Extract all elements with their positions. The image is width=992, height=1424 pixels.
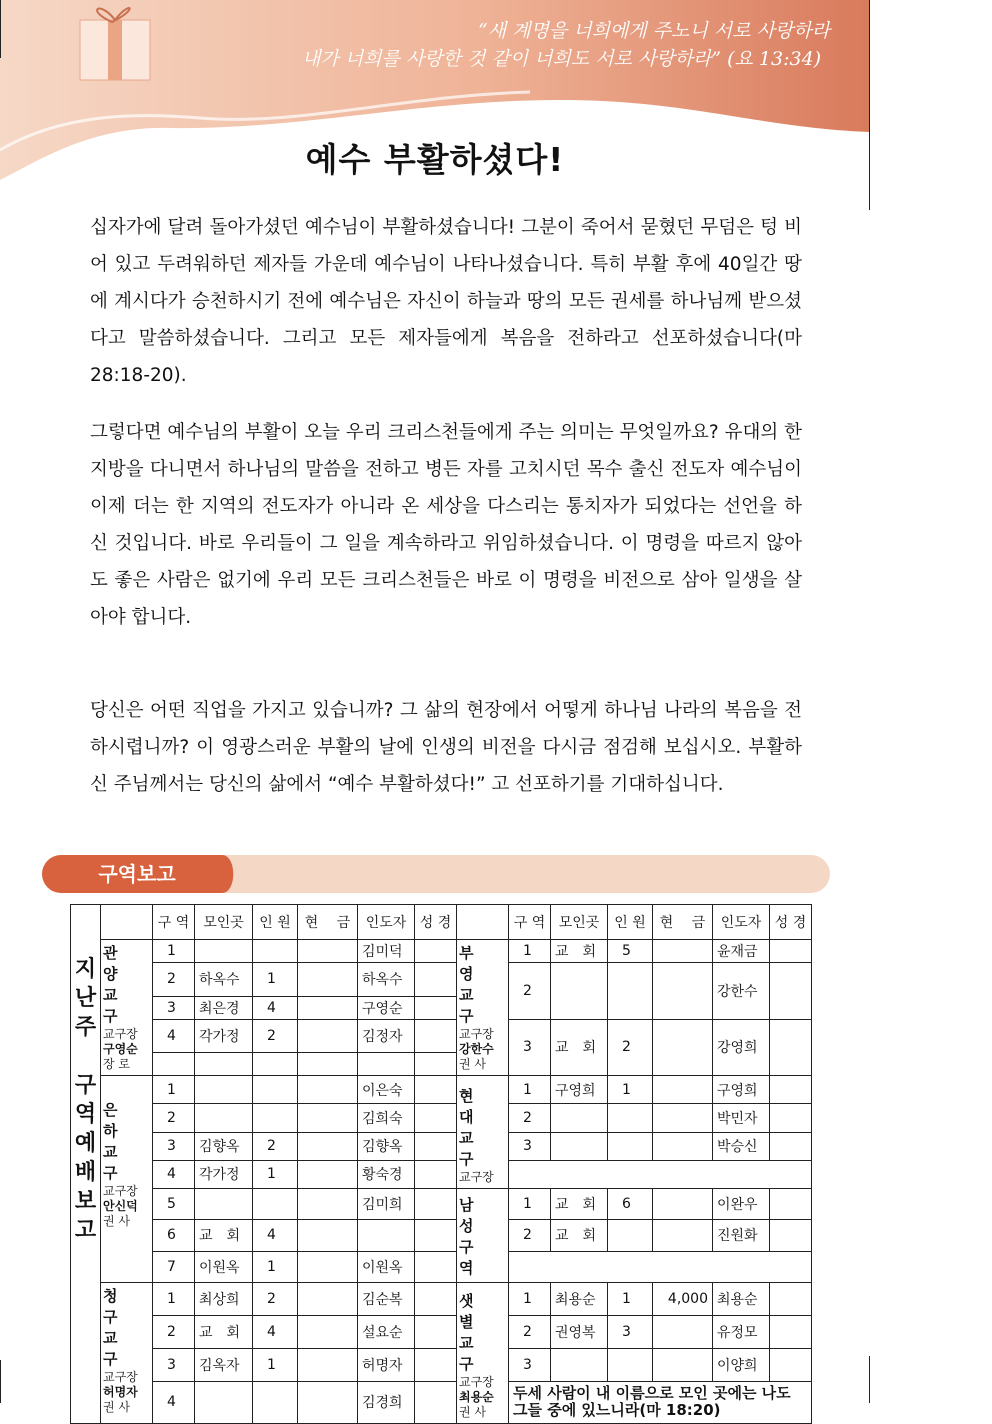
header-bible: 성 경: [770, 905, 812, 940]
table-row: 4 각가정 1 황숙경: [71, 1160, 812, 1188]
table-row: 3 최은경 4 구영순: [71, 996, 812, 1019]
footer-bible-verse: 두세 사람이 내 이름으로 모인 곳에는 나도 그들 중에 있느니라(마 18:20): [509, 1381, 812, 1423]
header-place: 모인곳: [551, 905, 608, 940]
header-count: 인 원: [608, 905, 653, 940]
table-row: 3 김향옥 2 김향옥 3 박승신: [71, 1132, 812, 1160]
group-label-namseong: 남 성 구 역: [457, 1189, 509, 1283]
header-district-no: 구 역: [153, 905, 195, 940]
table-row: 3 김옥자 1 허명자 3 이양희: [71, 1348, 812, 1381]
header-offering: 현 금: [298, 905, 358, 940]
bible-verse-line-2: 내가 너희를 사랑한 것 같이 너희도 서로 사랑하라” (요 13:34): [302, 48, 822, 70]
header-leader: 인도자: [713, 905, 770, 940]
table-header-row: [71, 905, 812, 940]
bible-verse-line-1: “새 계명을 너희에게 주노니 서로 사랑하라: [478, 20, 830, 42]
table-row: 은 하 교 구 교구장 안신덕 권 사 1 이은숙 현 대 교 구 교구장 1 구영희 1 구영희: [71, 1076, 812, 1104]
group-label-cheonggu: 청 구 교 구 교구장 허명자 권 사: [101, 1283, 153, 1424]
header-bible: 성 경: [415, 905, 457, 940]
table-row: 4 각가정 2 김정자 3 교 회 2 강영희: [71, 1019, 812, 1053]
article-paragraph-1: 십자가에 달려 돌아가셨던 예수님이 부활하셨습니다! 그분이 죽어서 묻혔던 무덤은 텅 비어 있고 두려워하던 제자들 가운데 예수님이 나타나셨습니다. 특히 부활 후에 40일간 땅에 계시다가 승천하시기 전에 예수님은 자신이 하늘과 땅의 모든 권세를 하나님께 받으셨다고 말씀하셨습니다. 그리고 모든 제자들에게 복음을 전하라고 선포하셨습니다(마 28:18-20).: [90, 217, 802, 386]
table-row: 청 구 교 구 교구장 허명자 권 사 1 최상희 2 김순복 샛 별 교 구 교구장 최용순 권 사 1 최용순 1 4,000 최용순: [71, 1283, 812, 1316]
header-offering: 현 금: [653, 905, 713, 940]
table-row: 4 김경희 두세 사람이 내 이름으로 모인 곳에는 나도 그들 중에 있느니라(마 18:20): [71, 1381, 812, 1423]
group-label-hyundae: 현 대 교 구 교구장: [457, 1076, 509, 1189]
table-row: 2 교 회 4 설요순 2 권영복 3 유정모: [71, 1315, 812, 1348]
header-district-no: 구 역: [509, 905, 551, 940]
header-leader: 인도자: [358, 905, 415, 940]
table-row: 7 이원옥 1 이원옥: [71, 1251, 812, 1282]
table-row: 6 교 회 4 2 교 회 진원화: [71, 1220, 812, 1251]
group-label-gwanyang: 관 양 교 구 교구장 구영순 장 로: [101, 940, 153, 1076]
article-paragraph-2: 그렇다면 예수님의 부활이 오늘 우리 크리스천들에게 주는 의미는 무엇일까요? 유대의 한 지방을 다니면서 하나님의 말씀을 전하고 병든 자를 고치시던 목수 출신 전도자 예수님이 이제 더는 한 지역의 전도자가 아니라 온 세상을 다스리는 통치자가 되었다는 선언을 하신 것입니다. 바로 우리들이 그 일을 계속하라고 위임하셨습니다. 이 명령을 따르지 않아도 좋은 사람은 없기에 우리 모든 크리스천들은 바로 이 명령을 비전으로 삼아 일생을 살아야 합니다.: [90, 422, 802, 628]
section-title-district-report: 구역보고: [98, 862, 176, 886]
group-label-buyeong: 부 영 교 구 교구장 강한수 권 사: [457, 940, 509, 1076]
table-row: 2 하옥수 1 하옥수 2 강한수: [71, 963, 812, 997]
header-place: 모인곳: [195, 905, 253, 940]
page-border-left-bottom: [0, 1360, 1, 1403]
article-title: 예수 부활하셨다!: [305, 140, 565, 179]
group-label-saetbyeol: 샛 별 교 구 교구장 최용순 권 사: [457, 1283, 509, 1424]
group-label-eunha: 은 하 교 구 교구장 안신덕 권 사: [101, 1076, 153, 1283]
header-blank-right: [457, 905, 509, 940]
page-border-right-bottom: [869, 1356, 870, 1403]
table-row: 2 김희숙 2 박민자: [71, 1104, 812, 1132]
article-paragraph-3: 당신은 어떤 직업을 가지고 있습니까? 그 삶의 현장에서 어떻게 하나님 나라의 복음을 전하시렵니까? 이 영광스러운 부활의 날에 인생의 비전을 다시금 점검해 보십시오. 부활하신 주님께서는 당신의 삶에서 “예수 부활하셨다!” 고 선포하기를 기대하십니다.: [90, 700, 802, 795]
table-row: 관 양 교 구 교구장 구영순 장 로 1 김미덕 부 영 교 구 교구장 강한수 권 사 1 교 회 5 윤재금: [71, 940, 812, 963]
page-border-left-top: [0, 0, 1, 58]
district-report-table: [70, 904, 812, 1424]
table-row: 5 김미희 남 성 구 역 1 교 회 6 이완우: [71, 1189, 812, 1220]
header-blank-left: [101, 905, 153, 940]
side-label: 지 난 주 구 역 예 배 보 고: [71, 905, 101, 1424]
header-count: 인 원: [253, 905, 298, 940]
